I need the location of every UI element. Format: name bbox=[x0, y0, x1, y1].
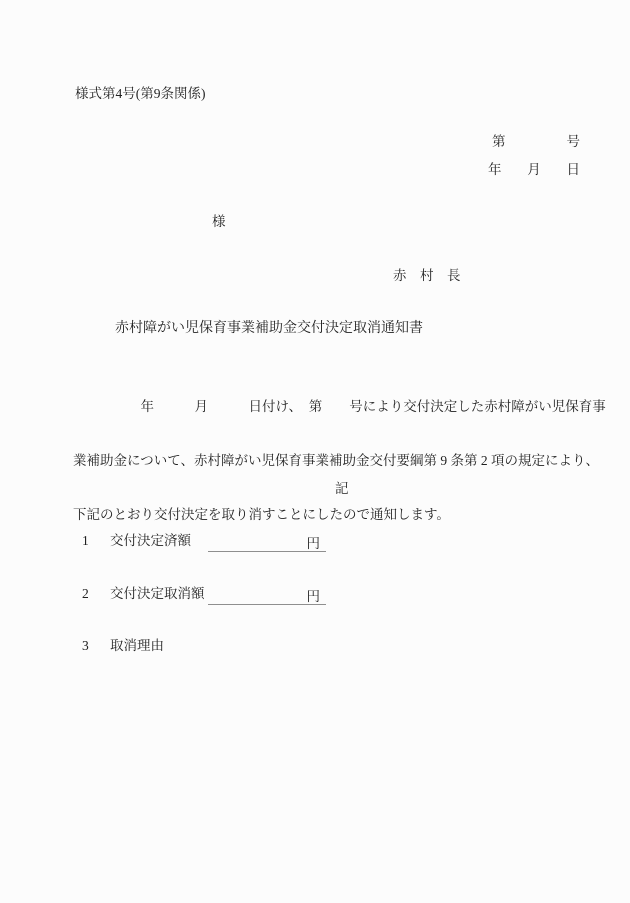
item-row-cancellation-reason bbox=[0, 637, 630, 656]
item-row-approved-amount bbox=[0, 532, 630, 551]
body-line-2: 業補助金について、赤村障がい児保育事業補助金交付要綱第 9 条第 2 項の規定により、 bbox=[73, 453, 599, 468]
body-paragraph bbox=[73, 366, 618, 555]
approved-amount-blank-field bbox=[208, 532, 326, 552]
body-line-3: 下記のとおり交付決定を取り消すことにしたので通知します。 bbox=[73, 507, 450, 522]
date-month-label: 月 bbox=[527, 162, 541, 177]
doc-number-suffix: 号 bbox=[566, 134, 580, 149]
currency-unit-label: 円 bbox=[306, 535, 320, 551]
currency-unit-label: 円 bbox=[306, 588, 320, 604]
item-label: 交付決定取消額 bbox=[110, 586, 205, 601]
body-line-1: 年 月 日付け、 第 号により交付決定した赤村障がい児保育事 bbox=[73, 399, 606, 414]
date-line bbox=[488, 163, 580, 177]
cancelled-amount-blank-field bbox=[208, 585, 326, 605]
document-title: 赤村障がい児保育事業補助金交付決定取消通知書 bbox=[115, 321, 423, 336]
date-day-label: 日 bbox=[566, 162, 580, 177]
sender-title: 赤 村 長 bbox=[393, 268, 461, 283]
record-marker: 記 bbox=[335, 481, 349, 496]
item-number: 1 bbox=[82, 533, 89, 548]
document-number-line bbox=[492, 135, 580, 149]
item-label: 取消理由 bbox=[110, 638, 164, 653]
date-year-label: 年 bbox=[488, 162, 502, 177]
item-row-cancelled-amount bbox=[0, 585, 630, 604]
form-number: 様式第4号(第9条関係) bbox=[75, 86, 206, 101]
addressee-honorific: 様 bbox=[212, 214, 226, 229]
item-number: 2 bbox=[82, 586, 89, 601]
doc-number-prefix: 第 bbox=[492, 134, 506, 149]
item-number: 3 bbox=[82, 638, 89, 653]
item-label: 交付決定済額 bbox=[110, 533, 191, 548]
